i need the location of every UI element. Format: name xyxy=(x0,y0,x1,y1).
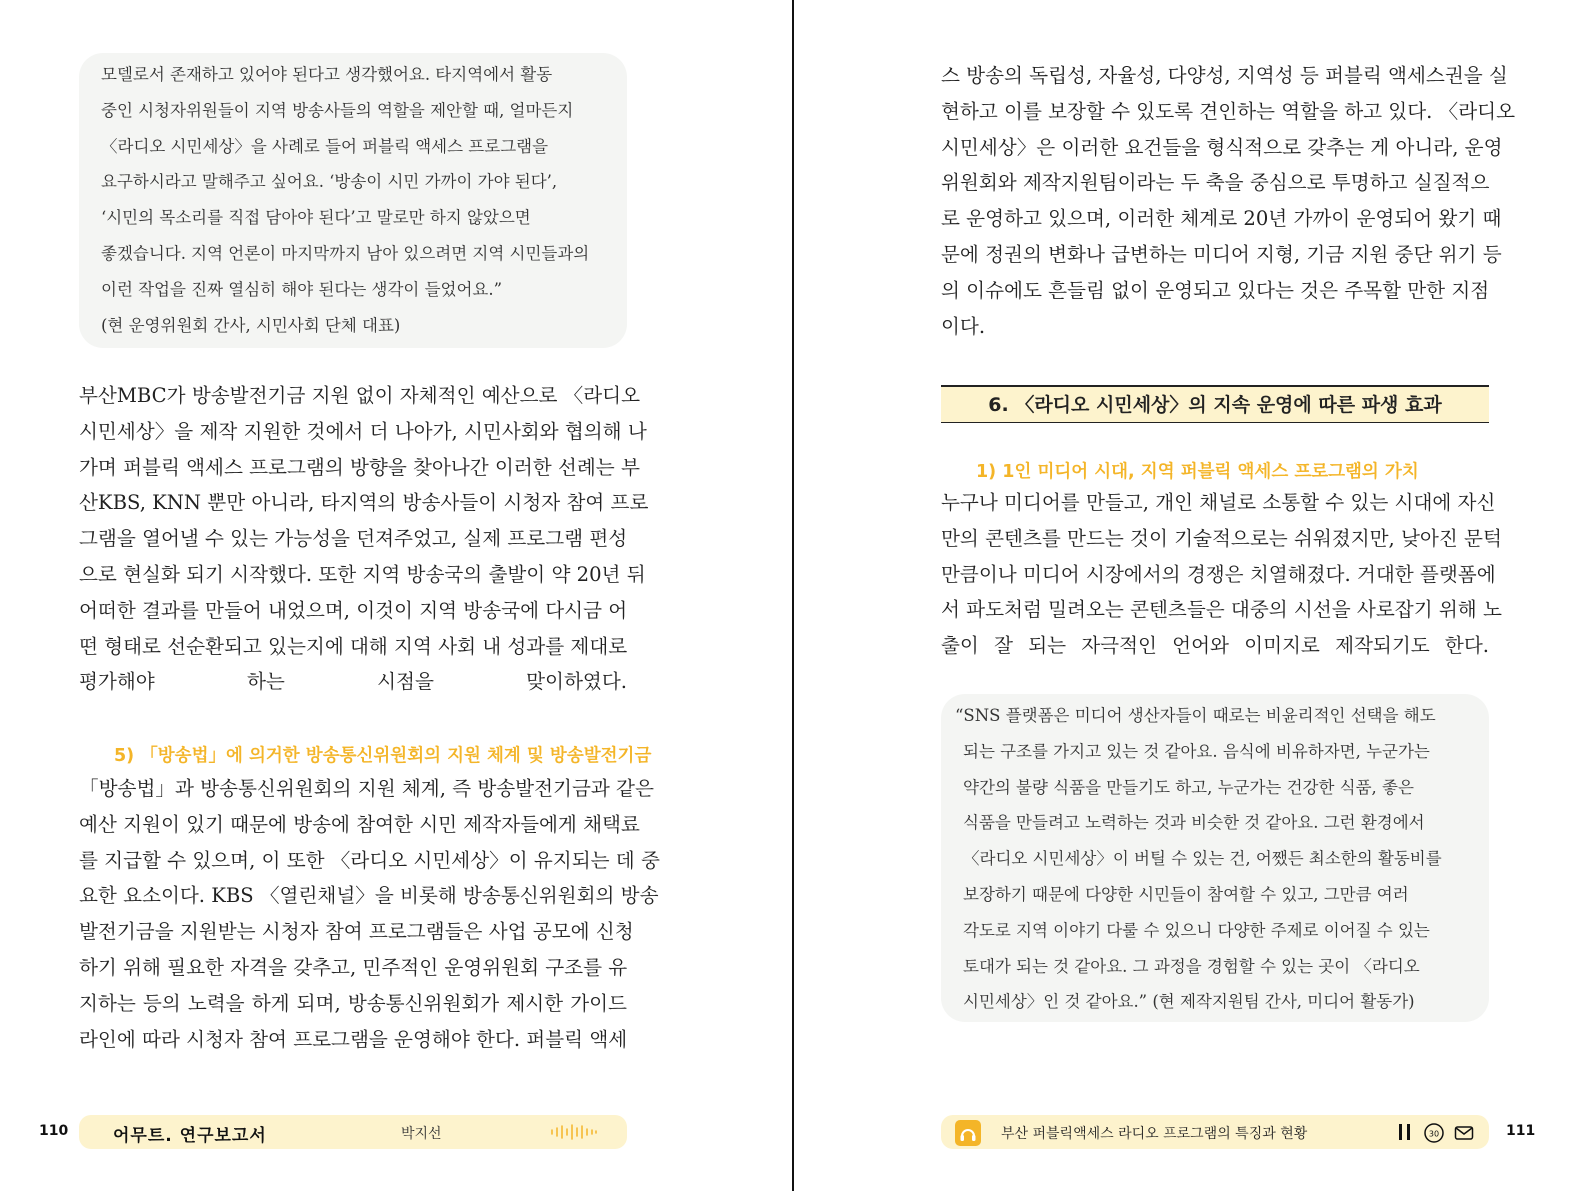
paragraph xyxy=(79,771,660,1057)
text-line: 어떠한 결과를 만들어 내었으며, 이것이 지역 방송국에 다시금 어 xyxy=(79,598,628,622)
quote-line: 모델로서 존재하고 있어야 된다고 생각했어요. 타지역에서 활동 xyxy=(101,65,553,84)
svg-text:30: 30 xyxy=(1428,1129,1440,1139)
paragraph xyxy=(79,378,649,700)
pause-icon[interactable] xyxy=(1397,1122,1413,1142)
quote-line: 식품을 만들려고 노력하는 것과 비슷한 것 같아요. 그런 환경에서 xyxy=(963,813,1425,833)
text-line: 현하고 이를 보장할 수 있도록 견인하는 역할을 하고 있다. 〈라디오 xyxy=(941,99,1515,123)
mail-icon[interactable] xyxy=(1454,1124,1474,1142)
quote-line: 토대가 되는 것 같아요. 그 과정을 경험할 수 있는 곳이 〈라디오 xyxy=(963,956,1420,976)
text-line: 발전기금을 지원받는 시청자 참여 프로그램들은 사업 공모에 신청 xyxy=(79,920,634,944)
text-line: 만큼이나 미디어 시장에서의 경쟁은 치열해졌다. 거대한 플랫폼에 xyxy=(941,562,1496,586)
text-line: 이다. xyxy=(941,314,986,338)
text-line: 가며 퍼블릭 액세스 프로그램의 방향을 찾아나간 이러한 선례는 부 xyxy=(79,455,640,479)
quote-line: 각도로 지역 이야기 다룰 수 있으니 다양한 주제로 이어질 수 있는 xyxy=(963,920,1430,940)
text-line: 산KBS, KNN 뿐만 아니라, 타지역의 방송사들이 시청자 참여 프로 xyxy=(79,491,649,515)
author-name: 박지선 xyxy=(401,1126,442,1142)
text-line: 그램을 열어낼 수 있는 가능성을 던져주었고, 실제 프로그램 편성 xyxy=(79,527,628,551)
text-line: 요한 요소이다. KBS 〈열린채널〉을 비롯해 방송통신위원회의 방송 xyxy=(79,884,659,908)
quote-line: 좋겠습니다. 지역 언론이 마지막까지 남아 있으려면 지역 시민들과의 xyxy=(101,243,590,263)
text-line: 시민세상〉은 이러한 요건들을 형식적으로 갖추는 게 아니라, 운영 xyxy=(941,135,1503,159)
footer-bar xyxy=(79,1115,627,1149)
subheading: 5) 「방송법」에 의거한 방송통신위원회의 지원 체계 및 방송발전기금 xyxy=(114,746,652,766)
footer-bar xyxy=(941,1115,1489,1149)
quote-line: “SNS 플랫폼은 미디어 생산자들이 때로는 비윤리적인 선택을 해도 xyxy=(955,706,1436,725)
sound-wave-icon xyxy=(550,1124,598,1140)
page-number: 110 xyxy=(39,1123,69,1139)
quote-box xyxy=(941,694,1489,1022)
text-line: 를 지급할 수 있으며, 이 또한 〈라디오 시민세상〉이 유지되는 데 중 xyxy=(79,848,660,872)
text-line: 서 파도처럼 밀려오는 콘텐츠들은 대중의 시선을 사로잡기 위해 노 xyxy=(941,598,1502,622)
text-line: 떤 형태로 선순환되고 있는지에 대해 지역 사회 내 성과를 제대로 xyxy=(79,634,628,658)
text-line: 으로 현실화 되기 시작했다. 또한 지역 방송국의 출발이 약 20년 뒤 xyxy=(79,562,646,586)
paragraph xyxy=(941,485,1502,664)
forward-30-icon[interactable] xyxy=(1423,1122,1445,1144)
quote-line: 되는 구조를 가지고 있는 것 같아요. 음식에 비유하자면, 누군가는 xyxy=(963,741,1430,761)
text-line: 평가해야 하는 시점을 맞이하였다. xyxy=(79,670,627,694)
quote-line: 중인 시청자위원들이 지역 방송사들의 역할을 제안할 때, 얼마든지 xyxy=(101,100,574,120)
text-line: 부산MBC가 방송발전기금 지원 없이 자체적인 예산으로 〈라디오 xyxy=(79,384,641,407)
quote-line: 시민세상〉인 것 같아요.” (현 제작지원팀 간사, 미디어 활동가) xyxy=(963,992,1415,1012)
text-line: 라인에 따라 시청자 참여 프로그램을 운영해야 한다. 퍼블릭 액세 xyxy=(79,1027,628,1051)
text-line: 「방송법」과 방송통신위원회의 지원 체계, 즉 방송발전기금과 같은 xyxy=(79,777,654,800)
paragraph xyxy=(941,58,1515,344)
text-line: 문에 정권의 변화나 급변하는 미디어 지형, 기금 지원 중단 위기 등 xyxy=(941,242,1502,266)
quote-line: 이런 작업을 진짜 열심히 해야 된다는 생각이 들었어요.” xyxy=(101,279,503,299)
page-number: 111 xyxy=(1506,1123,1536,1139)
text-line: 출이 잘 되는 자극적인 언어와 이미지로 제작되기도 한다. xyxy=(941,634,1489,658)
quote-attribution: (현 운영위원회 간사, 시민사회 단체 대표) xyxy=(101,315,401,335)
quote-line: 〈라디오 시민세상〉을 사례로 들어 퍼블릭 액세스 프로그램을 xyxy=(101,136,549,156)
text-line: 만의 콘텐츠를 만드는 것이 기술적으로는 쉬워졌지만, 낮아진 문턱 xyxy=(941,526,1502,550)
text-line: 예산 지원이 있기 때문에 방송에 참여한 시민 제작자들에게 채택료 xyxy=(79,812,640,836)
text-line: 스 방송의 독립성, 자율성, 다양성, 지역성 등 퍼블릭 액세스권을 실 xyxy=(941,64,1508,87)
text-line: 지하는 등의 노력을 하게 되며, 방송통신위원회가 제시한 가이드 xyxy=(79,991,627,1015)
left-page xyxy=(0,0,793,1191)
right-page xyxy=(795,0,1587,1191)
quote-box xyxy=(79,53,627,348)
quote-line: 〈라디오 시민세상〉이 버틸 수 있는 건, 어쨌든 최소한의 활동비를 xyxy=(963,849,1442,869)
quote-line: 보장하기 때문에 다양한 시민들이 참여할 수 있고, 그만큼 여러 xyxy=(963,884,1409,904)
podcast-icon xyxy=(955,1120,981,1146)
quote-line: 요구하시라고 말해주고 싶어요. ‘방송이 시민 가까이 가야 된다’, xyxy=(101,172,558,192)
subheading: 1) 1인 미디어 시대, 지역 퍼블릭 액세스 프로그램의 가치 xyxy=(976,462,1419,482)
quote-line: 약간의 불량 식품을 만들기도 하고, 누군가는 건강한 식품, 좋은 xyxy=(963,777,1414,797)
text-line: 로 운영하고 있으며, 이러한 체계로 20년 가까이 운영되어 왔기 때 xyxy=(941,207,1502,231)
text-line: 누구나 미디어를 만들고, 개인 채널로 소통할 수 있는 시대에 자신 xyxy=(941,491,1496,514)
page-spine xyxy=(792,0,794,1191)
quote-line: ‘시민의 목소리를 직접 담아야 된다’고 말로만 하지 않았으면 xyxy=(101,208,531,228)
episode-title: 부산 퍼블릭액세스 라디오 프로그램의 특징과 현황 xyxy=(1001,1126,1308,1142)
text-line: 시민세상〉을 제작 지원한 것에서 더 나아가, 시민사회와 협의해 나 xyxy=(79,419,647,443)
text-line: 위원회와 제작지원팀이라는 두 축을 중심으로 투명하고 실질적으 xyxy=(941,171,1490,195)
text-line: 의 이슈에도 흔들림 없이 운영되고 있다는 것은 주목할 만한 지점 xyxy=(941,278,1490,302)
text-line: 하기 위해 필요한 자격을 갖추고, 민주적인 운영위원회 구조를 유 xyxy=(79,955,628,979)
section-title: 6. 〈라디오 시민세상〉의 지속 운영에 따른 파생 효과 xyxy=(941,385,1489,423)
series-logo: 어무트. 연구보고서 xyxy=(113,1126,267,1146)
